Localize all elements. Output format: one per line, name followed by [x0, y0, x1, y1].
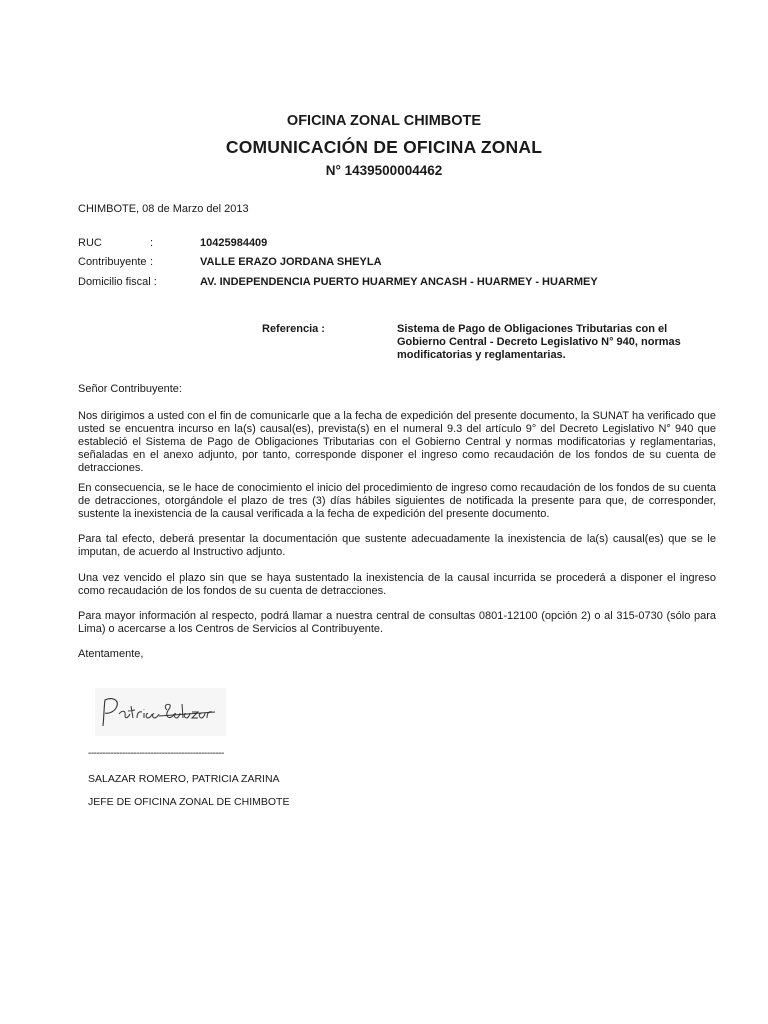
closing: Atentamente,: [78, 648, 144, 660]
document-number: N° 1439500004462: [325, 163, 443, 178]
place-and-date: CHIMBOTE, 08 de Marzo del 2013: [78, 203, 249, 215]
reference-text: Sistema de Pago de Obligaciones Tributarias con el Gobierno Central - Decreto Legislativo N° 940, normas modificatorias y reglamentarias.: [397, 323, 681, 361]
ruc-colon: :: [150, 237, 154, 249]
signature-image: [95, 688, 226, 736]
paragraph-5: Para mayor información al respecto, podrá llamar a nuestra central de consultas 0801-12100 (opción 2) o al 315-0730 (sólo para Lima) o acercarse a los Centros de Servicios al Contribuyente.: [78, 610, 716, 635]
paragraph-1: Nos dirigimos a usted con el fin de comunicarle que a la fecha de expedición del presente documento, la SUNAT ha verificado que usted se encuentra incurso en la(s) causal(es), prevista(s) en el numeral 9.3 del artículo 9° del Decreto Legislativo N° 940 que estableció el Sistema de Pago de Obligaciones Tributarias con el Gobierno Central y normas modificatorias y reglamentarias, señaladas en el anexo adjunto, por tanto, corresponde disponer el ingreso como recaudación de los fondos de su cuenta de detracciones.: [78, 410, 716, 474]
taxpayer-colon: :: [150, 256, 154, 268]
salutation: Señor Contribuyente:: [78, 383, 182, 395]
address-value: AV. INDEPENDENCIA PUERTO HUARMEY ANCASH - HUARMEY - HUARMEY: [200, 276, 598, 288]
paragraph-2: En consecuencia, se le hace de conocimiento el inicio del procedimiento de ingreso como recaudación de los fondos de su cuenta de detracciones, otorgándole el plazo de tres (3) días hábiles siguientes de notificada la presente para que, de corresponder, sustente la inexistencia de la causal verificada a la fecha de expedición del presente documento.: [78, 482, 716, 520]
signer-name: SALAZAR ROMERO, PATRICIA ZARINA: [88, 773, 280, 785]
office-name: OFICINA ZONAL CHIMBOTE: [286, 113, 482, 129]
address-label: Domicilio fiscal :: [78, 276, 157, 288]
paragraph-3: Para tal efecto, deberá presentar la documentación que sustente adecuadamente la inexistencia de la(s) causal(es) que se le imputan, de acuerdo al Instructivo adjunto.: [78, 533, 716, 558]
taxpayer-value: VALLE ERAZO JORDANA SHEYLA: [200, 256, 382, 268]
document-title: COMUNICACIÓN DE OFICINA ZONAL: [225, 137, 543, 157]
ruc-value: 10425984409: [200, 237, 268, 249]
taxpayer-label: Contribuyente: [78, 256, 147, 268]
signer-title: JEFE DE OFICINA ZONAL DE CHIMBOTE: [88, 796, 290, 808]
reference-label: Referencia :: [262, 323, 325, 335]
signature-line: ------------------------------------------------: [88, 748, 224, 759]
paragraph-4: Una vez vencido el plazo sin que se haya sustentado la inexistencia de la causal incurrida se procederá a disponer el ingreso como recaudación de los fondos de su cuenta de detracciones.: [78, 572, 716, 597]
handwritten-signature: [95, 688, 226, 736]
ruc-label: RUC: [78, 237, 102, 249]
